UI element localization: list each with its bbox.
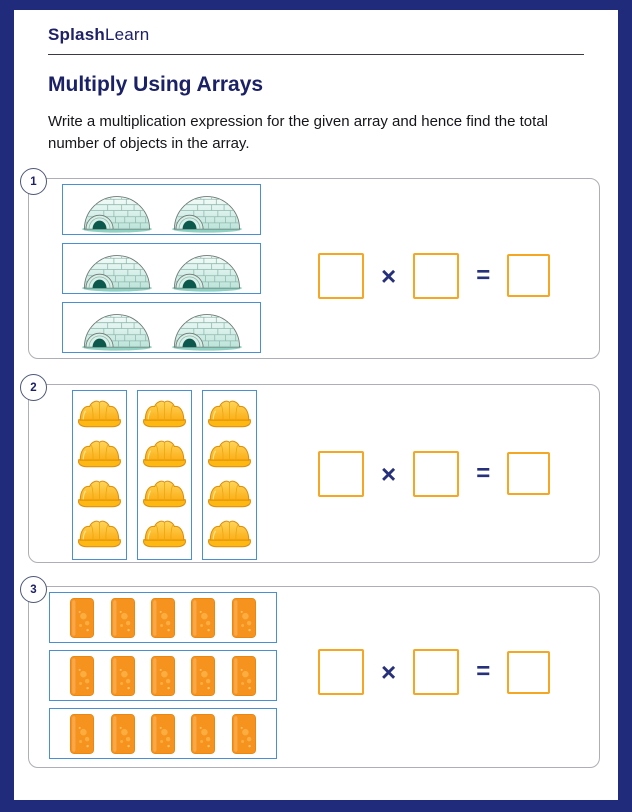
factor1-answer-box[interactable] [318,649,364,695]
instruction-text: Write a multiplication expression for the given array and hence find the total number of objects in the array. [48,113,548,153]
igloo-icon [76,306,158,351]
igloo-icon [76,188,158,233]
array-group-box [49,708,277,759]
array-group-box [137,390,192,560]
juice-can-icon [149,712,177,756]
jelly-icon [206,437,253,473]
factor2-answer-box[interactable] [413,253,459,299]
jelly-array [72,390,257,560]
logo-text-learn: Learn [104,25,150,44]
equals-symbol: = [476,459,491,487]
product-answer-box[interactable] [507,452,550,495]
jelly-icon [206,397,253,433]
worksheet-page [14,10,618,800]
array-group-box [62,184,261,235]
array-group-box [202,390,257,560]
juice-can-icon [68,596,96,640]
product-answer-box[interactable] [507,651,550,694]
product-answer-box[interactable] [507,254,550,297]
juice-can-icon [109,654,137,698]
problem-2 [28,381,600,563]
juice-can-array [49,592,277,759]
problem-3-number-badge: 3 [20,576,47,603]
problem-1 [28,175,600,359]
array-group-box [62,243,261,294]
jelly-icon [76,437,123,473]
igloo-array [62,184,261,353]
juice-can-icon [189,712,217,756]
jelly-icon [76,517,123,553]
juice-can-icon [109,712,137,756]
juice-can-icon [230,712,258,756]
juice-can-icon [189,596,217,640]
jelly-icon [76,397,123,433]
array-group-box [62,302,261,353]
logo-text-splash: Splash [48,25,105,44]
igloo-icon [76,247,158,292]
juice-can-icon [68,654,96,698]
factor1-answer-box[interactable] [318,451,364,497]
problem-3-equation [318,649,550,695]
igloo-icon [166,306,248,351]
juice-can-icon [109,596,137,640]
jelly-icon [141,517,188,553]
splashlearn-logo [48,25,618,45]
equals-symbol: = [476,261,491,289]
multiply-symbol: × [381,260,397,291]
problem-1-number-badge: 1 [20,168,47,195]
multiply-symbol: × [381,458,397,489]
page-title: Multiply Using Arrays [48,73,264,96]
igloo-icon [166,247,248,292]
igloo-icon [166,188,248,233]
array-group-box [49,650,277,701]
jelly-icon [141,477,188,513]
juice-can-icon [230,596,258,640]
jelly-icon [141,437,188,473]
problem-3 [28,583,600,768]
problem-2-number-badge: 2 [20,374,47,401]
juice-can-icon [68,712,96,756]
equals-symbol: = [476,658,491,686]
array-group-box [72,390,127,560]
multiply-symbol: × [381,657,397,688]
factor2-answer-box[interactable] [413,451,459,497]
juice-can-icon [189,654,217,698]
jelly-icon [76,477,123,513]
juice-can-icon [149,654,177,698]
jelly-icon [206,477,253,513]
jelly-icon [141,397,188,433]
juice-can-icon [149,596,177,640]
array-group-box [49,592,277,643]
problem-1-equation [318,253,550,299]
factor1-answer-box[interactable] [318,253,364,299]
factor2-answer-box[interactable] [413,649,459,695]
problem-2-equation [318,451,550,497]
juice-can-icon [230,654,258,698]
jelly-icon [206,517,253,553]
header-divider [48,54,584,55]
